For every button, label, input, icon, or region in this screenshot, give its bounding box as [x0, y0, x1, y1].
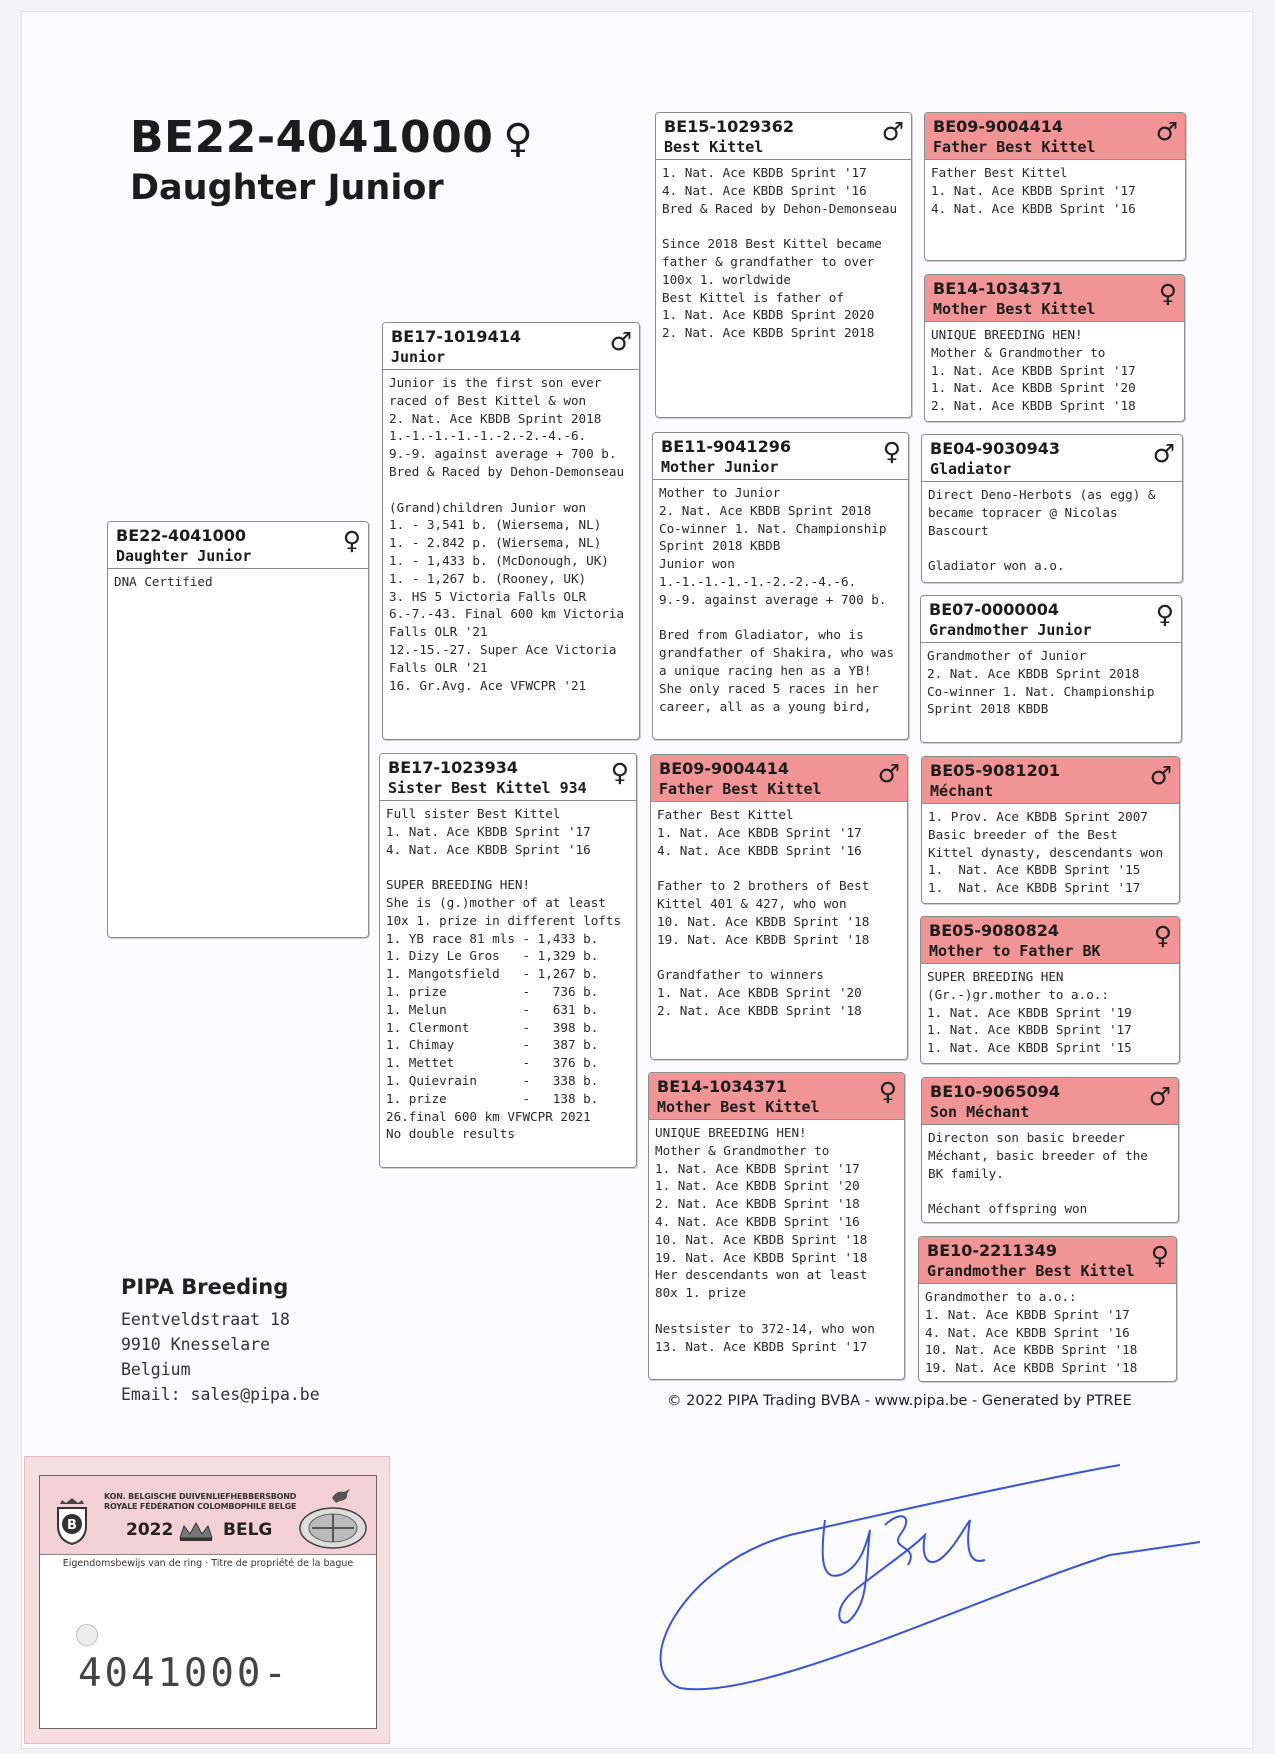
card-line: She is (g.)mother of at least: [386, 894, 606, 910]
card-line: 12.-15.-27. Super Ace Victoria: [389, 641, 617, 657]
pedigree-card-dam-sire: [650, 754, 908, 1060]
card-line: She only raced 5 races in her: [659, 680, 879, 696]
svg-text:B: B: [67, 1518, 77, 1533]
card-line: Bred & Raced by Dehon-Demonseau: [389, 463, 625, 479]
ring-year: 2022: [126, 1520, 174, 1540]
card-line: 9.-9. against average + 700 b.: [659, 591, 887, 607]
pedigree-card-sire-sire: [655, 112, 912, 418]
card-line: Co-winner 1. Nat. Championship: [927, 683, 1155, 699]
pedigree-card-dsd: [920, 916, 1180, 1064]
pedigree-card-sire-dam: [652, 432, 909, 740]
card-bird-name: Grandmother Junior: [929, 621, 1092, 639]
card-header: [651, 755, 907, 802]
card-ring-number: BE10-2211349: [927, 1241, 1057, 1260]
card-line: 1. - 2.842 p. (Wiersema, NL): [389, 535, 602, 551]
card-header: [653, 433, 908, 480]
card-line: UNIQUE BREEDING HEN!: [931, 327, 1083, 342]
card-line: 1. Prov. Ace KBDB Sprint 2007: [928, 809, 1148, 824]
card-line: 1. Nat. Ace KBDB Sprint '19: [927, 1004, 1132, 1020]
card-line: Full sister Best Kittel: [386, 806, 561, 821]
card-line: Bred from Gladiator, who is: [659, 627, 864, 643]
card-line: [928, 1182, 1172, 1200]
card-bird-name: Father Best Kittel: [659, 780, 822, 798]
card-line: Grandfather to winners: [657, 967, 824, 983]
card-bird-name: Gladiator: [930, 460, 1012, 478]
card-line: Father Best Kittel: [657, 807, 794, 822]
punch-hole: [76, 1624, 98, 1646]
card-line: 4. Nat. Ace KBDB Sprint '16: [925, 1324, 1130, 1340]
female-icon: ♀: [342, 526, 361, 555]
card-line: Direct Deno-Herbots (as egg) &: [928, 487, 1156, 502]
card-header: [380, 754, 636, 801]
card-line: 1. - 1,267 b. (Rooney, UK): [389, 570, 587, 586]
card-bird-name: Son Méchant: [930, 1103, 1030, 1121]
pedigree-card-dam: [379, 753, 637, 1168]
card-ring-number: BE05-9081201: [930, 761, 1060, 780]
female-icon: ♀: [1155, 600, 1174, 629]
card-line: Gladiator won a.o.: [928, 558, 1065, 574]
card-line: UNIQUE BREEDING HEN!: [655, 1125, 807, 1140]
ring-card-inner: [39, 1475, 377, 1729]
female-icon: ♀: [1158, 279, 1177, 308]
card-line: Basic breeder of the Best: [928, 826, 1118, 842]
copyright-footer: © 2022 PIPA Trading BVBA - www.pipa.be - Generated by PTREE: [667, 1393, 1132, 1409]
breeder-address-city: 9910 Knesselare: [121, 1335, 271, 1354]
card-line: 1. Melun - 631 b.: [386, 1001, 599, 1017]
card-line: 19. Nat. Ace KBDB Sprint '18: [655, 1249, 868, 1265]
ownership-deed-text: Eigendomsbewijs van de ring · Titre de propriété de la bague: [62, 1558, 354, 1569]
pedigree-card-dds: [921, 1077, 1179, 1223]
card-line: 2. Nat. Ace KBDB Sprint 2018: [389, 410, 602, 426]
card-line: 1. Nat. Ace KBDB Sprint '17: [386, 823, 591, 839]
card-line: 2. Nat. Ace KBDB Sprint 2018: [662, 325, 875, 341]
card-line: 1. Clermont - 398 b.: [386, 1019, 599, 1035]
card-line: 1. Nat. Ace KBDB Sprint '20: [657, 984, 862, 1000]
card-line: Junior won: [659, 556, 735, 572]
card-line: No double results: [386, 1126, 515, 1142]
card-line: 9.-9. against average + 700 b.: [389, 446, 617, 462]
card-line: 4. Nat. Ace KBDB Sprint '16: [662, 182, 867, 198]
card-line: [386, 858, 630, 876]
card-line: 1. Nat. Ace KBDB Sprint '17: [927, 1022, 1132, 1038]
card-line: Co-winner 1. Nat. Championship: [659, 520, 887, 536]
card-ring-number: BE07-0000004: [929, 600, 1059, 619]
pedigree-card-sire: [382, 322, 640, 740]
card-line: 1. Nat. Ace KBDB Sprint '15: [928, 862, 1141, 878]
card-line: father & grandfather to over: [662, 253, 875, 269]
card-line: 1. prize - 138 b.: [386, 1090, 599, 1106]
card-line: 1. Nat. Ace KBDB Sprint '17: [655, 1160, 860, 1176]
card-line: [928, 539, 1176, 557]
federation-name-nl: KON. BELGISCHE DUIVENLIEFHEBBERSBOND: [104, 1492, 297, 1501]
card-header: [108, 522, 368, 569]
card-ring-number: BE22-4041000: [116, 526, 246, 545]
card-bird-name: Daughter Junior: [116, 547, 252, 565]
card-line: Falls OLR '21: [389, 659, 488, 675]
card-header: [925, 275, 1184, 322]
card-line: 2. Nat. Ace KBDB Sprint 2018: [659, 502, 872, 518]
pedigree-card-sdd: [920, 595, 1182, 743]
card-line: Bascourt: [928, 522, 989, 538]
card-ring-number: BE14-1034371: [933, 279, 1063, 298]
card-bird-name: Junior: [391, 348, 446, 366]
card-bird-name: Mother Best Kittel: [933, 300, 1096, 318]
federation-name-fr: ROYALE FÉDÉRATION COLOMBOPHILE BELGE: [104, 1502, 297, 1511]
card-line: 1. YB race 81 mls - 1,433 b.: [386, 930, 599, 946]
card-line: 1. Nat. Ace KBDB Sprint '17: [925, 1306, 1130, 1322]
breeder-info: [121, 1275, 320, 1407]
card-line: 1. Dizy Le Gros - 1,329 b.: [386, 948, 599, 964]
card-line: 2. Nat. Ace KBDB Sprint '18: [931, 398, 1136, 414]
card-line: [657, 859, 901, 877]
card-line: (Gr.-)gr.mother to a.o.:: [927, 986, 1109, 1002]
card-line: 13. Nat. Ace KBDB Sprint '17: [655, 1338, 868, 1354]
card-line: [657, 948, 901, 966]
female-icon: ♀: [882, 437, 901, 466]
pedigree-card-sss: [924, 112, 1186, 261]
card-line: 1. Nat. Ace KBDB Sprint '15: [927, 1040, 1132, 1056]
card-line: 1. Nat. Ace KBDB Sprint '20: [655, 1178, 860, 1194]
card-body: [922, 1125, 1178, 1218]
card-bird-name: Grandmother Best Kittel: [927, 1262, 1135, 1280]
card-line: Sprint 2018 KBDB: [927, 701, 1049, 717]
card-line: Grandmother to a.o.:: [925, 1289, 1077, 1304]
title-ring-number: BE22-4041000: [130, 112, 494, 163]
card-bird-name: Best Kittel: [664, 138, 764, 156]
card-line: Falls OLR '21: [389, 624, 488, 640]
card-line: 2. Nat. Ace KBDB Sprint '18: [657, 1002, 862, 1018]
card-line: [662, 217, 905, 235]
card-line: Mother & Grandmother to: [655, 1142, 830, 1158]
female-icon: ♀: [610, 758, 629, 787]
card-ring-number: BE05-9080824: [929, 921, 1059, 940]
card-line: Mother to Junior: [659, 485, 781, 500]
card-line: SUPER BREEDING HEN!: [386, 877, 531, 893]
card-bird-name: Sister Best Kittel 934: [388, 779, 587, 797]
card-line: 26.final 600 km VFWCPR 2021: [386, 1108, 591, 1124]
card-header: [921, 917, 1179, 964]
card-header: [383, 323, 639, 370]
breeder-email: Email: sales@pipa.be: [121, 1385, 320, 1404]
card-line: [655, 1302, 898, 1320]
card-line: 3. HS 5 Victoria Falls OLR: [389, 588, 587, 604]
card-line: 2. Nat. Ace KBDB Sprint 2018: [927, 665, 1140, 681]
card-line: Directon son basic breeder: [928, 1130, 1126, 1145]
card-header: [921, 596, 1181, 643]
card-line: 16. Gr.Avg. Ace VFWCPR '21: [389, 677, 587, 693]
card-line: 4. Nat. Ace KBDB Sprint '16: [657, 842, 862, 858]
male-icon: ♂: [881, 117, 904, 146]
card-line: 10x 1. prize in different lofts: [386, 912, 622, 928]
ring-number: 4041000-: [78, 1651, 290, 1696]
card-line: 1. - 3,541 b. (Wiersema, NL): [389, 517, 602, 533]
card-line: 1. Mettet - 376 b.: [386, 1055, 599, 1071]
ring-country: BELG: [223, 1520, 273, 1540]
pedigree-card-sds: [921, 434, 1183, 583]
card-line: BK family.: [928, 1165, 1004, 1181]
signature-icon: [640, 1440, 1220, 1710]
card-line: 1. Quievrain - 338 b.: [386, 1072, 599, 1088]
card-line: raced of Best Kittel & won: [389, 392, 587, 408]
page-title: [130, 112, 533, 163]
card-body: [383, 370, 639, 694]
card-body: [922, 804, 1179, 897]
pedigree-card-dam-dam: [648, 1072, 905, 1380]
card-line: 4. Nat. Ace KBDB Sprint '16: [386, 841, 591, 857]
card-line: career, all as a young bird,: [659, 698, 872, 714]
card-line: 1. Mangotsfield - 1,267 b.: [386, 966, 599, 982]
card-body: [651, 802, 907, 1020]
card-body: [921, 964, 1179, 1057]
card-ring-number: BE10-9065094: [930, 1082, 1060, 1101]
card-ring-number: BE09-9004414: [933, 117, 1063, 136]
card-line: Father Best Kittel: [931, 165, 1068, 180]
card-ring-number: BE17-1019414: [391, 327, 521, 346]
breeder-name: PIPA Breeding: [121, 1275, 289, 1299]
card-line: 1. Chimay - 387 b.: [386, 1037, 599, 1053]
card-line: Father to 2 brothers of Best: [657, 878, 870, 894]
card-line: 6.-7.-43. Final 600 km Victoria: [389, 606, 625, 622]
card-line: 1. Nat. Ace KBDB Sprint '17: [931, 362, 1136, 378]
pedigree-card-ddd: [918, 1236, 1177, 1382]
male-icon: ♂: [1148, 1082, 1171, 1111]
card-line: Kittel 401 & 427, who won: [657, 895, 847, 911]
card-line: Grandmother of Junior: [927, 648, 1087, 663]
female-icon: ♀: [1150, 1241, 1169, 1270]
breeder-address-street: Eentveldstraat 18: [121, 1310, 290, 1329]
card-bird-name: Mother Best Kittel: [657, 1098, 820, 1116]
card-line: Best Kittel is father of: [662, 289, 844, 305]
card-line: Méchant, basic breeder of the: [928, 1147, 1148, 1163]
card-line: 1. Nat. Ace KBDB Sprint '17: [657, 824, 862, 840]
card-line: Bred & Raced by Dehon-Demonseau: [662, 200, 898, 216]
card-body: [649, 1120, 904, 1355]
card-line: 4. Nat. Ace KBDB Sprint '16: [931, 200, 1136, 216]
card-line: 10. Nat. Ace KBDB Sprint '18: [657, 913, 870, 929]
card-line: Since 2018 Best Kittel became: [662, 236, 882, 252]
card-body: [656, 160, 911, 342]
breeder-address-country: Belgium: [121, 1360, 191, 1379]
pedigree-card-ssd: [924, 274, 1185, 422]
ring-ownership-card: [24, 1456, 390, 1744]
card-line: 10. Nat. Ace KBDB Sprint '18: [655, 1231, 868, 1247]
card-line: Her descendants won at least: [655, 1267, 868, 1283]
card-header: [925, 113, 1185, 160]
card-line: 1. prize - 736 b.: [386, 983, 599, 999]
card-line: [659, 609, 902, 627]
female-icon: ♀: [878, 1077, 897, 1106]
emblem-seal-icon: [298, 1506, 368, 1550]
card-line: DNA Certified: [114, 574, 213, 589]
card-line: 100x 1. worldwide: [662, 271, 791, 287]
card-line: 19. Nat. Ace KBDB Sprint '18: [925, 1360, 1138, 1376]
card-header: [922, 1078, 1178, 1125]
card-line: [389, 481, 633, 499]
card-line: 1. - 1,433 b. (McDonough, UK): [389, 552, 609, 568]
male-icon: ♂: [1155, 117, 1178, 146]
card-body: [921, 643, 1181, 718]
card-ring-number: BE11-9041296: [661, 437, 791, 456]
card-body: [653, 480, 908, 715]
card-body: [925, 160, 1185, 217]
card-line: grandfather of Shakira, who was: [659, 645, 895, 661]
card-body: [925, 322, 1184, 415]
card-line: Mother & Grandmother to: [931, 344, 1106, 360]
female-icon: ♀: [503, 116, 534, 162]
card-line: 1.-1.-1.-1.-1.-2.-2.-4.-6.: [659, 573, 857, 589]
card-line: SUPER BREEDING HEN: [927, 969, 1064, 984]
card-header: [922, 435, 1182, 482]
card-line: 1. Nat. Ace KBDB Sprint '20: [931, 380, 1136, 396]
page-subtitle: Daughter Junior: [130, 168, 444, 208]
card-ring-number: BE04-9030943: [930, 439, 1060, 458]
card-line: Junior is the first son ever: [389, 375, 602, 390]
card-bird-name: Méchant: [930, 782, 994, 800]
card-line: became topracer @ Nicolas: [928, 504, 1118, 520]
male-icon: ♂: [1152, 439, 1175, 468]
card-ring-number: BE17-1023934: [388, 758, 518, 777]
card-line: 4. Nat. Ace KBDB Sprint '16: [655, 1213, 860, 1229]
card-header: [919, 1237, 1176, 1284]
card-body: [108, 569, 368, 591]
card-bird-name: Mother to Father BK: [929, 942, 1101, 960]
federation-logo-icon: [52, 1496, 92, 1546]
card-line: 2. Nat. Ace KBDB Sprint '18: [655, 1196, 860, 1212]
male-icon: ♂: [609, 327, 632, 356]
crown-icon: [176, 1520, 216, 1542]
card-line: 10. Nat. Ace KBDB Sprint '18: [925, 1342, 1138, 1358]
male-icon: ♂: [1149, 761, 1172, 790]
card-line: 1. Nat. Ace KBDB Sprint '17: [931, 182, 1136, 198]
card-ring-number: BE09-9004414: [659, 759, 789, 778]
card-header: [656, 113, 911, 160]
card-ring-number: BE14-1034371: [657, 1077, 787, 1096]
card-line: 80x 1. prize: [655, 1285, 746, 1301]
card-bird-name: Father Best Kittel: [933, 138, 1096, 156]
card-bird-name: Mother Junior: [661, 458, 779, 476]
card-ring-number: BE15-1029362: [664, 117, 794, 136]
card-line: 19. Nat. Ace KBDB Sprint '18: [657, 931, 870, 947]
card-line: Kittel dynasty, descendants won: [928, 844, 1164, 860]
card-line: Sprint 2018 KBDB: [659, 538, 781, 554]
card-header: [922, 757, 1179, 804]
card-line: 1. Nat. Ace KBDB Sprint '17: [928, 880, 1141, 896]
card-line: Nestsister to 372-14, who won: [655, 1320, 875, 1336]
card-line: 1. Nat. Ace KBDB Sprint 2020: [662, 307, 875, 323]
card-body: [380, 801, 636, 1143]
female-icon: ♀: [1153, 921, 1172, 950]
card-line: a unique racing hen as a YB!: [659, 662, 872, 678]
pedigree-card-dss: [921, 756, 1180, 904]
card-line: 1. Nat. Ace KBDB Sprint '17: [662, 165, 867, 180]
card-body: [922, 482, 1182, 575]
card-line: (Grand)children Junior won: [389, 499, 587, 515]
pigeon-icon: [330, 1486, 352, 1504]
pedigree-card-subject: [107, 521, 369, 938]
card-header: [649, 1073, 904, 1120]
card-body: [919, 1284, 1176, 1377]
card-line: Méchant offspring won: [928, 1201, 1088, 1217]
male-icon: ♂: [877, 759, 900, 788]
card-line: 1.-1.-1.-1.-1.-2.-2.-4.-6.: [389, 428, 587, 444]
